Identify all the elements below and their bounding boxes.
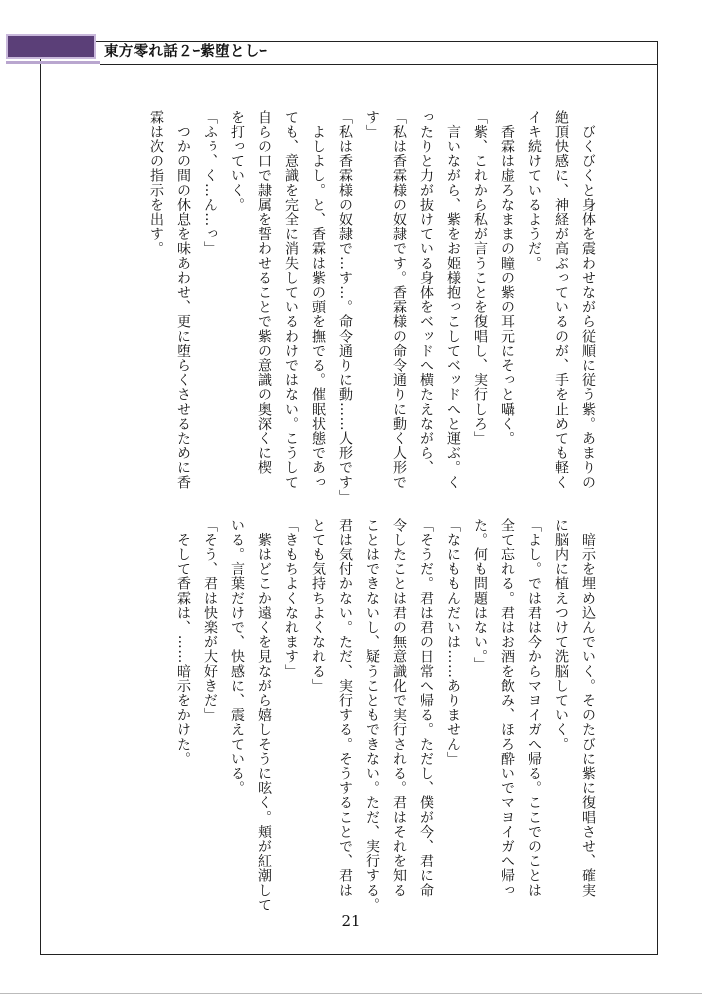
- text-column: ったりと力が抜けている身体をベッドへ横たえながら、: [418, 110, 434, 475]
- text-column: 「そうだ。君は君の日常へ帰る。ただし、僕が今、君に命: [418, 518, 434, 898]
- text-column: 令したことは君の無意識化で実行される。君はそれを知る: [391, 518, 407, 898]
- text-column: 紫はどこか遠くを見ながら嬉しそうに呟く。頬が紅潮して: [256, 518, 272, 913]
- text-column: た。何も問題はない。」: [472, 518, 488, 672]
- text-column: 「私は香霖様の奴隷で…す…。命令通りに動……人形です」: [337, 110, 353, 505]
- text-column: 絶頂快感に、神経が高ぶっているのが、手を止めても軽く: [553, 110, 569, 490]
- header-rule: [100, 64, 658, 65]
- text-column: 「よし。では君は今からマヨイガへ帰る。ここでのことは: [526, 518, 542, 898]
- text-column: 全て忘れる。君はお酒を飲み、ほろ酔いでマヨイガへ帰っ: [499, 518, 515, 898]
- text-column: とても気持ちよくなれる」: [310, 518, 326, 694]
- text-column: 「ふぅ、く…ん…っ」: [202, 110, 218, 256]
- text-column: 自らの口で隷属を誓わせることで紫の意識の奥深くに楔: [256, 110, 272, 475]
- chapter-tab-marker: [6, 34, 96, 59]
- text-column: よしよし。と、香霖は紫の頭を撫でる。催眠状態であっ: [310, 110, 326, 490]
- text-column: 「そう、君は快楽が大好きだ」: [202, 518, 218, 723]
- text-column: いる。言葉だけで、快感に、震えている。: [229, 518, 245, 796]
- text-column: す」: [364, 110, 380, 140]
- page-title: 東方零れ話２ｰ紫堕としｰ: [104, 44, 268, 60]
- text-column: つかの間の休息を味あわせ、更に堕らくさせるために香: [175, 110, 191, 490]
- text-column: 香霖は虚ろなままの瞳の紫の耳元にそっと囁く。: [499, 110, 515, 446]
- text-column: に脳内に植えつけて洗脳していく。: [553, 518, 569, 752]
- text-column: 暗示を埋め込んでいく。そのたびに紫に復唱させ、確実: [580, 518, 596, 898]
- text-column: 言いながら、紫をお姫様抱っこしてベッドへと運ぶ。く: [445, 110, 461, 490]
- text-column: イキ続けているようだ。: [526, 110, 542, 271]
- bottom-divider: [0, 993, 702, 994]
- text-column: 霖は次の指示を出す。: [148, 110, 164, 256]
- text-column: ても、意識を完全に消失しているわけではない。こうして: [283, 110, 299, 490]
- page-number: 21: [341, 912, 361, 930]
- text-column: 「なにももんだいは……ありません」: [445, 518, 461, 767]
- text-column: 「きもちよくなれます」: [283, 518, 299, 679]
- text-column: そして香霖は、……暗示をかけた。: [175, 518, 191, 767]
- text-column: 「紫、これから私が言うことを復唱し、実行しろ」: [472, 110, 488, 446]
- text-column: びくびくと身体を震わせながら従順に従う紫。あまりの: [580, 110, 596, 490]
- text-column: ことはできないし、疑うこともできない。ただ、実行する。: [364, 518, 380, 913]
- chapter-tab-underline: [6, 61, 100, 64]
- text-column: 「私は香霖様の奴隷です。香霖様の命令通りに動く人形で: [391, 110, 407, 490]
- text-column: を打っていく。: [229, 110, 245, 213]
- text-column: 君は気付かない。ただ、実行する。そうすることで、君は: [337, 518, 353, 898]
